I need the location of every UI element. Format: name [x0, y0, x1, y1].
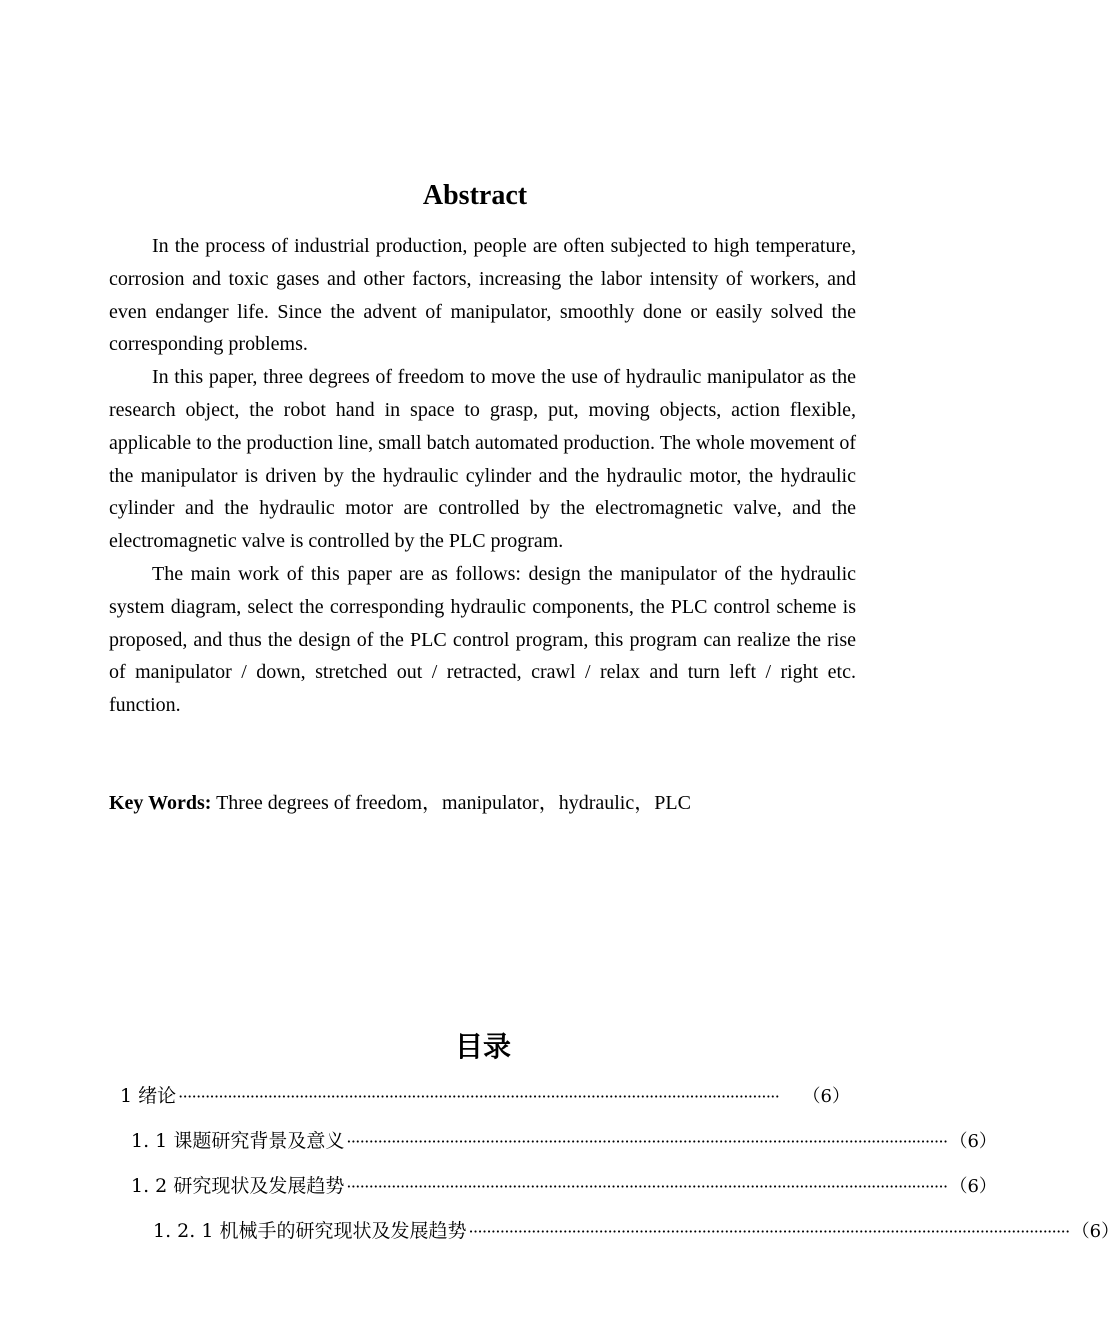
- toc-entry[interactable]: [153, 1216, 1119, 1246]
- toc-entry[interactable]: [131, 1171, 997, 1201]
- toc-entry-page: （6）: [949, 1176, 997, 1197]
- keywords-line: [109, 787, 856, 819]
- toc-entry-page: （6）: [949, 1131, 997, 1152]
- keywords-label: Key Words:: [109, 792, 212, 814]
- abstract-paragraph-3: The main work of this paper are as follows: design the manipulator of the hydraulic system diagram, select the corresponding hydraulic components, the PLC control scheme is proposed, and thus the design of the PLC control program, this program can realize the rise of manipulator / down, stretched out / retracted, crawl / relax and turn left / right etc. function.: [109, 562, 856, 717]
- abstract-body: [109, 230, 856, 722]
- abstract-paragraph-2: In this paper, three degrees of freedom to move the use of hydraulic manipulator as the research object, the robot hand in space to grasp, put, moving objects, action flexible, applicable to the production line, small batch automated production. The whole movement of the manipulator is driven by the hydraulic cylinder and the hydraulic motor, the hydraulic cylinder and the hydraulic motor are controlled by the electromagnetic valve, and the electromagnetic valve is controlled by the PLC program.: [109, 366, 856, 553]
- toc-entry-number: 1. 1: [131, 1130, 168, 1152]
- toc-dot-leader: ······································································································································: [468, 1222, 1070, 1241]
- abstract-title: Abstract: [422, 180, 528, 211]
- toc-entry-text: 机械手的研究现状及发展趋势: [219, 1220, 467, 1242]
- toc-entry-label: [131, 1171, 344, 1201]
- toc-entry-label: [153, 1216, 467, 1246]
- toc-entry-label: [120, 1081, 176, 1111]
- toc-entry-page: （6）: [1071, 1221, 1119, 1242]
- toc-entry[interactable]: [131, 1126, 997, 1156]
- toc-title: 目录: [454, 1030, 511, 1063]
- toc-entry[interactable]: [120, 1081, 850, 1111]
- keywords-text: Three degrees of freedom，manipulator，hydraulic，PLC: [216, 792, 691, 814]
- toc-dot-leader: ······································································································································: [178, 1087, 780, 1106]
- toc-entry-text: 研究现状及发展趋势: [173, 1175, 345, 1197]
- toc-entry-number: 1. 2: [131, 1175, 168, 1197]
- toc-dot-leader: ······································································································································: [346, 1132, 948, 1151]
- toc-entry-text: 绪论: [138, 1085, 177, 1107]
- abstract-paragraph-1: In the process of industrial production, people are often subjected to high temperature, corrosion and toxic gases and other factors, increasing the labor intensity of workers, and even endanger life. Since the advent of manipulator, smoothly done or easily solved the corresponding problems.: [109, 235, 856, 356]
- toc-entry-number: 1. 2. 1: [153, 1220, 214, 1242]
- toc-dot-leader: ······································································································································: [346, 1177, 948, 1196]
- toc-entry-number: 1: [120, 1085, 133, 1107]
- toc-entry-page: （6）: [802, 1086, 850, 1107]
- toc-entry-text: 课题研究背景及意义: [173, 1130, 345, 1152]
- toc-entry-label: [131, 1126, 344, 1156]
